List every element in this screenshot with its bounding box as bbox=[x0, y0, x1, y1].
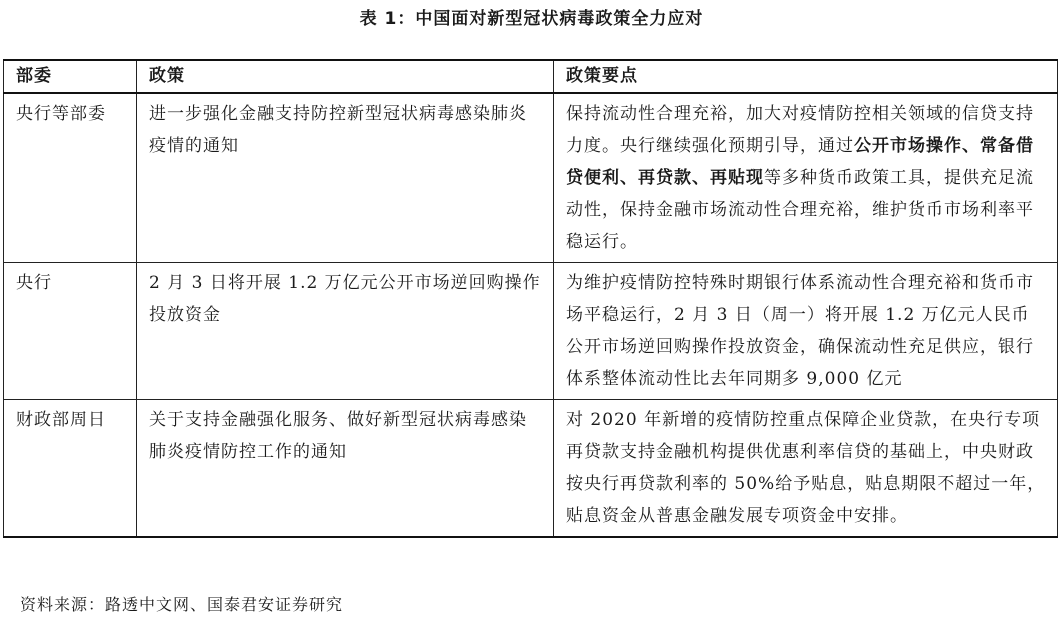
policy-cell: 2 月 3 日将开展 1.2 万亿元公开市场逆回购操作投放资金 bbox=[137, 263, 554, 400]
table-header-row bbox=[4, 60, 1058, 93]
points-text: 保持流动性合理充裕，加大对疫情防控相关领域的信贷支持力度。央行继续强化预期引导，通过 bbox=[566, 104, 1034, 156]
header-policy: 政策 bbox=[137, 60, 554, 93]
header-points: 政策要点 bbox=[554, 60, 1058, 93]
points-cell bbox=[554, 93, 1058, 263]
table-row bbox=[4, 400, 1058, 538]
dept-cell: 央行等部委 bbox=[4, 93, 137, 263]
policy-cell: 进一步强化金融支持防控新型冠状病毒感染肺炎疫情的通知 bbox=[137, 93, 554, 263]
points-bold-text: 公开市场操作、常备借贷便利、再贷款、再贴现 bbox=[566, 136, 1034, 188]
points-cell bbox=[554, 263, 1058, 400]
policy-table bbox=[3, 59, 1058, 538]
table-row bbox=[4, 93, 1058, 263]
policy-cell: 关于支持金融强化服务、做好新型冠状病毒感染肺炎疫情防控工作的通知 bbox=[137, 400, 554, 538]
header-dept: 部委 bbox=[4, 60, 137, 93]
source-note: 资料来源：路透中文网、国泰君安证券研究 bbox=[20, 595, 344, 614]
table-row bbox=[4, 263, 1058, 400]
dept-cell: 财政部周日 bbox=[4, 400, 137, 538]
points-text: 对 2020 年新增的疫情防控重点保障企业贷款，在央行专项再贷款支持金融机构提供优惠利率信贷的基础上，中央财政按央行再贷款利率的 50%给予贴息，贴息期限不超过一年，贴息资金从普惠金融发展专项资金中安排。 bbox=[566, 410, 1046, 526]
table-title: 表 1：中国面对新型冠状病毒政策全力应对 bbox=[359, 9, 704, 29]
points-text: 等多种货币政策工具，提供充足流动性，保持金融市场流动性合理充裕，维护货币市场利率平稳运行。 bbox=[566, 168, 1034, 252]
dept-cell: 央行 bbox=[4, 263, 137, 400]
points-text: 为维护疫情防控特殊时期银行体系流动性合理充裕和货币市场平稳运行，2 月 3 日（周一）将开展 1.2 万亿元人民币公开市场逆回购操作投放资金，确保流动性充足供应，银行体系整体流动性比去年同期多 9,000 亿元 bbox=[566, 273, 1034, 389]
points-cell bbox=[554, 400, 1058, 538]
